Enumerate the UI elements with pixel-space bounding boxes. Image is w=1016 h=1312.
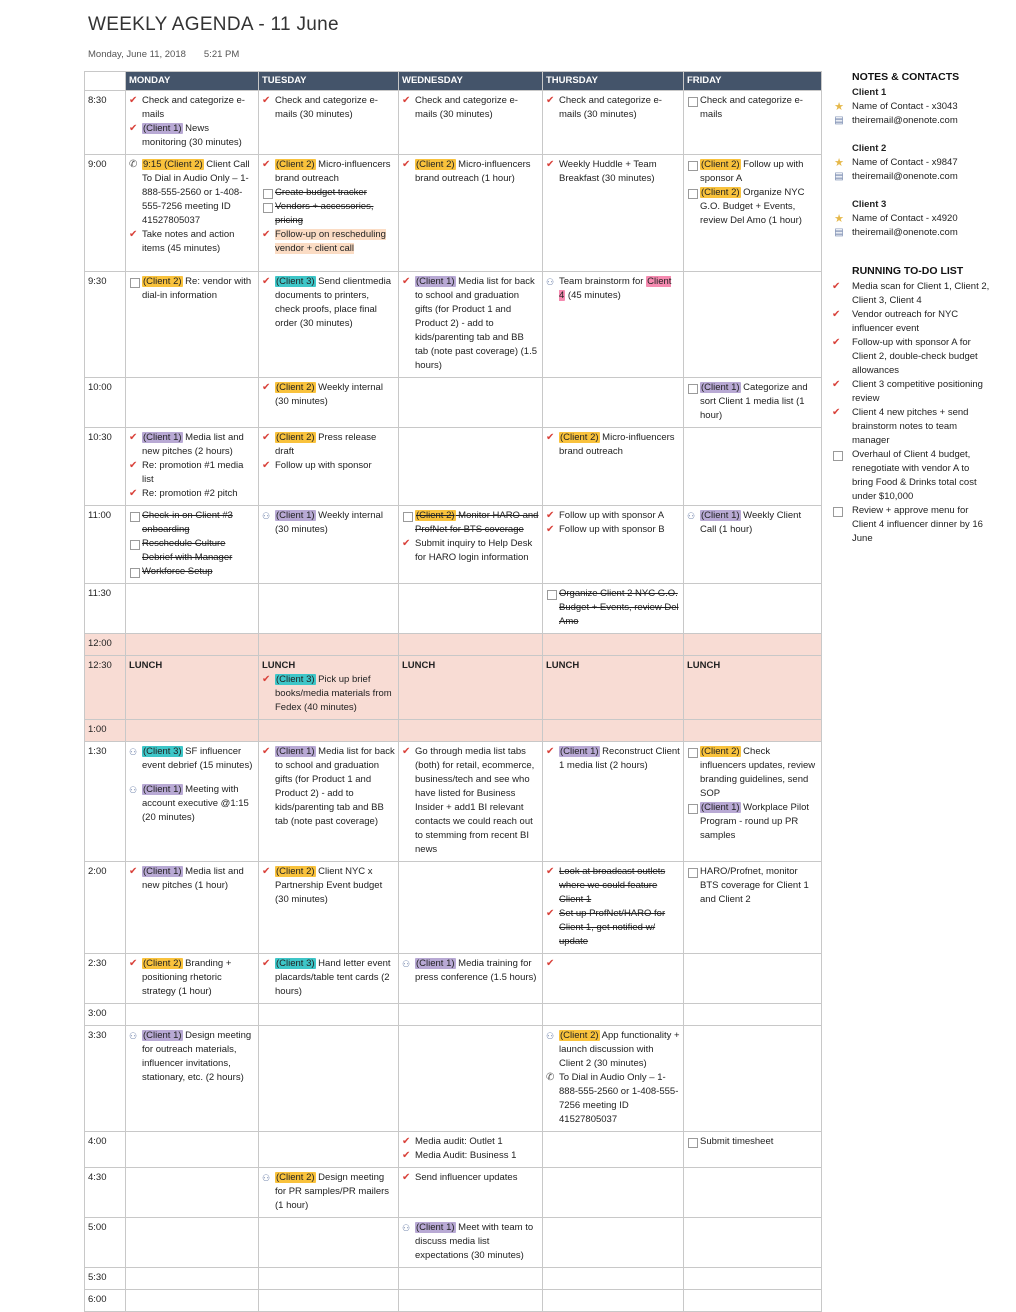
- row-1200: [85, 634, 822, 656]
- day-header-thursday: THURSDAY: [543, 72, 684, 91]
- checkmark-icon[interactable]: ✔: [129, 229, 138, 240]
- client-4-tag: Client 4: [559, 276, 672, 301]
- client-2-tag: (Client 2): [276, 432, 315, 443]
- time-label: 12:00: [85, 634, 126, 656]
- cell-tue-0930[interactable]: ✔ (Client 3) Send clientmedia documents to printers, check proofs, place final order (30 minutes): [259, 272, 399, 378]
- checkmark-icon[interactable]: ✔: [129, 866, 138, 877]
- cell-thu-0530[interactable]: [543, 1268, 684, 1290]
- cell-fri-0100[interactable]: [684, 720, 822, 742]
- cell-wed-0530[interactable]: [399, 1268, 543, 1290]
- time-label: 5:00: [85, 1218, 126, 1268]
- meeting-icon: ⚇: [402, 959, 411, 969]
- cell-fri-1230[interactable]: [684, 656, 822, 720]
- client-2-tag: (Client 2): [276, 866, 315, 877]
- meeting-icon: ⚇: [129, 785, 138, 795]
- cell-fri-0400[interactable]: Submit timesheet: [684, 1132, 822, 1168]
- client-1-tag: (Client 1): [143, 866, 182, 877]
- notes-contacts-title: NOTES & CONTACTS: [852, 71, 960, 83]
- lunch-label: LUNCH: [129, 660, 163, 671]
- lunch-label: LUNCH: [546, 660, 580, 671]
- checkbox-icon[interactable]: [687, 158, 698, 172]
- client-2-tag: (Client 2): [143, 276, 182, 287]
- checkmark-icon[interactable]: ✔: [832, 281, 841, 292]
- cell-wed-0130[interactable]: ✔ Go through media list tabs (both) for retail, ecommerce, business/tech and see who have listed for Business Insider + add1 BI relevant contacts we could reach out to stemming from recent BI news: [399, 742, 543, 862]
- meeting-icon: ⚇: [129, 747, 138, 757]
- cell-mon-1100[interactable]: Check-in on Client #3 onboarding Reschedule Culture Debrief with Manager Workforce Setup: [126, 506, 259, 584]
- lunch-label: LUNCH: [687, 660, 721, 671]
- cell-wed-0400[interactable]: ✔ Media audit: Outlet 1 ✔ Media Audit: Business 1: [399, 1132, 543, 1168]
- cell-mon-0530[interactable]: [126, 1268, 259, 1290]
- cell-wed-0500[interactable]: ⚇ (Client 1) Meet with team to discuss media list expectations (30 minutes): [399, 1218, 543, 1268]
- checkmark-icon[interactable]: ✔: [129, 460, 138, 471]
- contact-email[interactable]: theiremail@onenote.com: [852, 115, 958, 126]
- cell-mon-0500[interactable]: [126, 1218, 259, 1268]
- checkmark-icon[interactable]: ✔: [546, 510, 555, 521]
- checkbox-icon[interactable]: [687, 865, 698, 879]
- time-label: 3:30: [85, 1026, 126, 1132]
- todo-item[interactable]: ✔ Client 3 competitive positioning review: [832, 379, 983, 404]
- contact-name: Name of Contact - x4920: [852, 213, 958, 224]
- checkbox-icon[interactable]: [129, 565, 140, 579]
- client-1-tag: (Client 1): [701, 510, 740, 521]
- row-0230: [85, 954, 822, 1004]
- checkmark-icon[interactable]: ✔: [832, 379, 841, 390]
- checkbox-icon[interactable]: [832, 448, 843, 462]
- cell-thu-0200[interactable]: ✔ Look at broadcast outlets where we could feature Client 1 ✔ Set up ProfNet/HARO for Client 1, get notified w/ update: [543, 862, 684, 954]
- row-0600: [85, 1290, 822, 1312]
- cell-thu-0430[interactable]: [543, 1168, 684, 1218]
- checkbox-icon[interactable]: [262, 200, 273, 214]
- checkmark-icon[interactable]: ✔: [262, 958, 271, 969]
- checkmark-icon[interactable]: ✔: [262, 382, 271, 393]
- checkbox-icon[interactable]: [687, 745, 698, 759]
- checkmark-icon[interactable]: ✔: [129, 958, 138, 969]
- cell-wed-1130[interactable]: [399, 584, 543, 634]
- time-label: 12:30: [85, 656, 126, 720]
- row-1100: [85, 506, 822, 584]
- client-1-tag: (Client 1): [701, 382, 740, 393]
- star-icon: ★: [834, 213, 844, 225]
- row-0430: [85, 1168, 822, 1218]
- cell-fri-0300[interactable]: [684, 1004, 822, 1026]
- cell-thu-0930[interactable]: ⚇ Team brainstorm for Client 4 (45 minutes): [543, 272, 684, 378]
- time-label: 10:00: [85, 378, 126, 428]
- contact-email[interactable]: theiremail@onenote.com: [852, 227, 958, 238]
- cell-wed-0330[interactable]: [399, 1026, 543, 1132]
- header-row: [85, 72, 822, 91]
- cell-wed-0830[interactable]: ✔ Check and categorize e-mails (30 minutes): [399, 91, 543, 155]
- row-0400: [85, 1132, 822, 1168]
- notes-sidebar: [832, 70, 992, 546]
- checkbox-icon[interactable]: [129, 275, 140, 289]
- checkmark-icon[interactable]: ✔: [546, 958, 555, 969]
- client-2-tag: (Client 2): [560, 432, 599, 443]
- cell-mon-0130[interactable]: ⚇ (Client 3) SF influencer event debrief (15 minutes) ⚇ (Client 1) Meeting with account executive @1:15 (20 minutes): [126, 742, 259, 862]
- cell-fri-0130[interactable]: (Client 2) Check influencers updates, review branding guidelines, send SOP (Client 1) Workplace Pilot Program - round up PR samples: [684, 742, 822, 862]
- cell-thu-1000[interactable]: [543, 378, 684, 428]
- checkmark-icon[interactable]: ✔: [546, 746, 555, 757]
- cell-tue-1000[interactable]: ✔ (Client 2) Weekly internal (30 minutes): [259, 378, 399, 428]
- cell-tue-0430[interactable]: ⚇ (Client 2) Design meeting for PR samples/PR mailers (1 hour): [259, 1168, 399, 1218]
- cell-wed-0200[interactable]: [399, 862, 543, 954]
- cell-fri-0200[interactable]: HARO/Profnet, monitor BTS coverage for Client 1 and Client 2: [684, 862, 822, 954]
- cell-tue-1130[interactable]: [259, 584, 399, 634]
- contact-name: Name of Contact - x9847: [852, 157, 958, 168]
- cell-tue-0830[interactable]: ✔ Check and categorize e-mails (30 minutes): [259, 91, 399, 155]
- time-label: 10:30: [85, 428, 126, 506]
- checkmark-icon[interactable]: ✔: [402, 1150, 411, 1161]
- cell-thu-0300[interactable]: [543, 1004, 684, 1026]
- cell-fri-0500[interactable]: [684, 1218, 822, 1268]
- checkmark-icon[interactable]: ✔: [402, 746, 411, 757]
- lunch-label: LUNCH: [262, 660, 296, 671]
- cell-fri-1030[interactable]: [684, 428, 822, 506]
- checkbox-icon[interactable]: [129, 509, 140, 523]
- cell-wed-0230[interactable]: ⚇ (Client 1) Media training for press conference (1.5 hours): [399, 954, 543, 1004]
- checkmark-icon[interactable]: ✔: [262, 674, 271, 685]
- cell-tue-0200[interactable]: ✔ (Client 2) Client NYC x Partnership Event budget (30 minutes): [259, 862, 399, 954]
- client-2-tag: (Client 2): [416, 510, 455, 521]
- cell-mon-0600[interactable]: [126, 1290, 259, 1312]
- time-label: 9:30: [85, 272, 126, 378]
- day-header-wednesday: WEDNESDAY: [399, 72, 543, 91]
- checkmark-icon[interactable]: ✔: [262, 866, 271, 877]
- cell-wed-0600[interactable]: [399, 1290, 543, 1312]
- time-label: 3:00: [85, 1004, 126, 1026]
- client-2-tag: (Client 2): [701, 746, 740, 757]
- checkmark-icon[interactable]: ✔: [832, 337, 841, 348]
- cell-thu-0900[interactable]: ✔ Weekly Huddle + Team Breakfast (30 minutes): [543, 155, 684, 272]
- cell-fri-0600[interactable]: [684, 1290, 822, 1312]
- cell-thu-0100[interactable]: [543, 720, 684, 742]
- cell-thu-0230[interactable]: [543, 954, 684, 1004]
- checkbox-icon[interactable]: [262, 186, 273, 200]
- client-2-tag: (Client 2): [143, 958, 182, 969]
- client-1-tag: (Client 1): [276, 510, 315, 521]
- meeting-icon: ⚇: [687, 511, 696, 521]
- client-2-tag: (Client 2): [276, 382, 315, 393]
- checkmark-icon[interactable]: ✔: [402, 276, 411, 287]
- checkmark-icon[interactable]: ✔: [129, 432, 138, 443]
- cell-wed-1030[interactable]: [399, 428, 543, 506]
- day-header-tuesday: TUESDAY: [259, 72, 399, 91]
- cell-mon-0100[interactable]: [126, 720, 259, 742]
- cell-wed-1230[interactable]: [399, 656, 543, 720]
- client-1-tag: (Client 1): [143, 432, 182, 443]
- cell-tue-1030[interactable]: ✔ (Client 2) Press release draft ✔ Follow up with sponsor: [259, 428, 399, 506]
- cell-tue-0130[interactable]: ✔ (Client 1) Media list for back to school and graduation gifts (for Product 1 and Product 2) - add to kids/parenting tab and BB tab (note past coverage): [259, 742, 399, 862]
- cell-fri-0830[interactable]: Check and categorize e-mails: [684, 91, 822, 155]
- meeting-icon: ⚇: [402, 1223, 411, 1233]
- time-label: 8:30: [85, 91, 126, 155]
- checkmark-icon[interactable]: ✔: [129, 123, 138, 134]
- checkmark-icon[interactable]: ✔: [402, 95, 411, 106]
- cell-wed-1000[interactable]: [399, 378, 543, 428]
- cell-wed-0930[interactable]: ✔ (Client 1) Media list for back to school and graduation gifts (for Product 1 and Product 2) - add to kids/parenting tab and BB tab (note past coverage) (1.5 hours): [399, 272, 543, 378]
- time-label: 6:00: [85, 1290, 126, 1312]
- client-1-tag: (Client 1): [416, 1222, 455, 1233]
- cell-fri-1130[interactable]: [684, 584, 822, 634]
- client-contact-block: [832, 142, 992, 184]
- time-label: 1:00: [85, 720, 126, 742]
- checkmark-icon[interactable]: ✔: [832, 309, 841, 320]
- time-label: 1:30: [85, 742, 126, 862]
- row-0500: [85, 1218, 822, 1268]
- row-0330: [85, 1026, 822, 1132]
- todo-list-title: RUNNING TO-DO LIST: [852, 265, 964, 277]
- todo-item[interactable]: ✔ Vendor outreach for NYC influencer event: [832, 309, 959, 334]
- meeting-icon: ⚇: [546, 277, 555, 287]
- row-0100: [85, 720, 822, 742]
- checkmark-icon[interactable]: ✔: [546, 524, 555, 535]
- checkmark-icon[interactable]: ✔: [546, 866, 555, 877]
- todo-item[interactable]: ✔ Follow-up with sponsor A for Client 2, double-check budget allowances: [832, 337, 978, 376]
- meeting-icon: ⚇: [262, 511, 271, 521]
- star-icon: ★: [834, 157, 844, 169]
- client-contact-block: [832, 86, 992, 128]
- contact-card-icon: ▤: [834, 227, 844, 238]
- checkbox-icon[interactable]: [402, 509, 413, 523]
- row-0300: [85, 1004, 822, 1026]
- cell-fri-0230[interactable]: [684, 954, 822, 1004]
- checkbox-icon[interactable]: [687, 186, 698, 200]
- time-label: 5:30: [85, 1268, 126, 1290]
- checkbox-icon[interactable]: [687, 381, 698, 395]
- cell-fri-1000[interactable]: (Client 1) Categorize and sort Client 1 media list (1 hour): [684, 378, 822, 428]
- client-2-tag: (Client 2): [276, 1172, 315, 1183]
- todo-item[interactable]: ✔ Media scan for Client 1, Client 2, Client 3, Client 4: [832, 281, 990, 306]
- cell-tue-0300[interactable]: [259, 1004, 399, 1026]
- time-label: 2:30: [85, 954, 126, 1004]
- cell-mon-0930[interactable]: (Client 2) Re: vendor with dial-in information: [126, 272, 259, 378]
- client-2-tag: 9:15 (Client 2): [143, 159, 203, 170]
- time-label: 11:00: [85, 506, 126, 584]
- cell-tue-0900[interactable]: ✔ (Client 2) Micro-influencers brand outreach Create budget tracker Vendors + accessories, pricing ✔ Follow-up on rescheduling vendor + client call: [259, 155, 399, 272]
- todo-item[interactable]: Review + approve menu for Client 4 influencer dinner by 16 June: [832, 504, 992, 546]
- checkmark-icon[interactable]: ✔: [262, 276, 271, 287]
- time-label: 2:00: [85, 862, 126, 954]
- row-1000: [85, 378, 822, 428]
- row-0900: [85, 155, 822, 272]
- cell-wed-1100[interactable]: (Client 2) Monitor HARO and ProfNet for BTS coverage ✔ Submit inquiry to Help Desk for HARO login information: [399, 506, 543, 584]
- client-name: Client 2: [852, 143, 887, 154]
- client-2-tag: (Client 2): [701, 159, 740, 170]
- checkmark-icon[interactable]: ✔: [402, 159, 411, 170]
- cell-thu-0130[interactable]: ✔ (Client 1) Reconstruct Client 1 media list (2 hours): [543, 742, 684, 862]
- cell-fri-0430[interactable]: [684, 1168, 822, 1218]
- cell-wed-0900[interactable]: ✔ (Client 2) Micro-influencers brand outreach (1 hour): [399, 155, 543, 272]
- cell-tue-0530[interactable]: [259, 1268, 399, 1290]
- checkmark-icon[interactable]: ✔: [262, 460, 271, 471]
- meeting-icon: ⚇: [129, 1031, 138, 1041]
- contact-card-icon: ▤: [834, 171, 844, 182]
- cell-thu-0500[interactable]: [543, 1218, 684, 1268]
- cell-mon-0430[interactable]: [126, 1168, 259, 1218]
- row-0830: [85, 91, 822, 155]
- day-header-monday: MONDAY: [126, 72, 259, 91]
- cell-wed-0100[interactable]: [399, 720, 543, 742]
- checkmark-icon[interactable]: ✔: [402, 1172, 411, 1183]
- client-1-tag: (Client 1): [416, 958, 455, 969]
- client-1-tag: (Client 1): [560, 746, 599, 757]
- checkbox-icon[interactable]: [832, 504, 843, 518]
- checkmark-icon[interactable]: ✔: [262, 95, 271, 106]
- row-1230: [85, 656, 822, 720]
- cell-thu-0600[interactable]: [543, 1290, 684, 1312]
- checkmark-icon[interactable]: ✔: [546, 908, 555, 919]
- checkmark-icon[interactable]: ✔: [546, 432, 555, 443]
- client-1-tag: (Client 1): [143, 123, 182, 134]
- cell-mon-0330[interactable]: ⚇ (Client 1) Design meeting for outreach materials, influencer invitations, stationary, etc. (2 hours): [126, 1026, 259, 1132]
- client-3-tag: (Client 3): [143, 746, 182, 757]
- cell-tue-0600[interactable]: [259, 1290, 399, 1312]
- cell-thu-1200[interactable]: [543, 634, 684, 656]
- cell-mon-1200[interactable]: [126, 634, 259, 656]
- cell-thu-0400[interactable]: [543, 1132, 684, 1168]
- page-date: Monday, June 11, 2018 5:21 PM: [88, 49, 240, 60]
- time-label: 9:00: [85, 155, 126, 272]
- cell-fri-0930[interactable]: [684, 272, 822, 378]
- client-3-tag: (Client 3): [276, 674, 315, 685]
- meeting-icon: ⚇: [546, 1031, 555, 1041]
- checkmark-icon[interactable]: ✔: [546, 95, 555, 106]
- todo-item[interactable]: Overhaul of Client 4 budget, renegotiate with vendor A to bring Food & Drinks total cost under $10,000: [832, 448, 992, 504]
- cell-tue-0400[interactable]: [259, 1132, 399, 1168]
- phone-icon: ✆: [129, 159, 138, 170]
- checkmark-icon[interactable]: ✔: [262, 229, 271, 240]
- lunch-label: LUNCH: [402, 660, 436, 671]
- checkmark-icon[interactable]: ✔: [402, 538, 411, 549]
- cell-mon-0400[interactable]: [126, 1132, 259, 1168]
- client-2-tag: (Client 2): [701, 187, 740, 198]
- cell-tue-0500[interactable]: [259, 1218, 399, 1268]
- client-1-tag: (Client 1): [143, 1030, 182, 1041]
- cell-mon-1230[interactable]: [126, 656, 259, 720]
- cell-wed-0430[interactable]: ✔ Send influencer updates: [399, 1168, 543, 1218]
- contact-name: Name of Contact - x3043: [852, 101, 958, 112]
- cell-mon-0300[interactable]: [126, 1004, 259, 1026]
- checkmark-icon[interactable]: ✔: [402, 1136, 411, 1147]
- row-0200: [85, 862, 822, 954]
- cell-mon-1030[interactable]: ✔ (Client 1) Media list and new pitches (2 hours) ✔ Re: promotion #1 media list ✔ Re: promotion #2 pitch: [126, 428, 259, 506]
- client-name: Client 3: [852, 199, 887, 210]
- checkmark-icon[interactable]: ✔: [262, 432, 271, 443]
- cell-mon-1000[interactable]: [126, 378, 259, 428]
- cell-mon-0830[interactable]: ✔ Check and categorize e-mails ✔ (Client 1) News monitoring (30 minutes): [126, 91, 259, 155]
- time-label: 4:00: [85, 1132, 126, 1168]
- checkmark-icon[interactable]: ✔: [546, 159, 555, 170]
- client-3-tag: (Client 3): [276, 958, 315, 969]
- star-icon: ★: [834, 101, 844, 113]
- client-3-tag: (Client 3): [276, 276, 315, 287]
- cell-fri-0330[interactable]: [684, 1026, 822, 1132]
- page-time: 5:21 PM: [203, 49, 240, 60]
- cell-tue-0230[interactable]: ✔ (Client 3) Hand letter event placards/table tent cards (2 hours): [259, 954, 399, 1004]
- corner-cell: [85, 72, 126, 91]
- client-1-tag: (Client 1): [143, 784, 182, 795]
- cell-fri-0900[interactable]: (Client 2) Follow up with sponsor A (Client 2) Organize NYC G.O. Budget + Events, review Del Amo (1 hour): [684, 155, 822, 272]
- meeting-icon: ⚇: [262, 1173, 271, 1183]
- checkbox-icon[interactable]: [687, 1135, 698, 1149]
- client-1-tag: (Client 1): [701, 802, 740, 813]
- cell-mon-0200[interactable]: ✔ (Client 1) Media list and new pitches (1 hour): [126, 862, 259, 954]
- cell-thu-1030[interactable]: ✔ (Client 2) Micro-influencers brand outreach: [543, 428, 684, 506]
- cell-wed-1200[interactable]: [399, 634, 543, 656]
- row-0130: [85, 742, 822, 862]
- phone-icon: ✆: [546, 1072, 555, 1083]
- cell-mon-0900[interactable]: ✆ 9:15 (Client 2) Client Call To Dial in Audio Only – 1-888-555-2560 or 1-408-555-7256 meeting ID 41527805037 ✔ Take notes and action items (45 minutes): [126, 155, 259, 272]
- checkmark-icon[interactable]: ✔: [832, 407, 841, 418]
- checkbox-icon[interactable]: [129, 537, 140, 551]
- cell-mon-1130[interactable]: [126, 584, 259, 634]
- cell-tue-1100[interactable]: ⚇ (Client 1) Weekly internal (30 minutes): [259, 506, 399, 584]
- checkmark-icon[interactable]: ✔: [129, 488, 138, 499]
- client-1-tag: (Client 1): [276, 746, 315, 757]
- client-2-tag: (Client 2): [416, 159, 455, 170]
- cell-wed-0300[interactable]: [399, 1004, 543, 1026]
- checkmark-icon[interactable]: ✔: [262, 746, 271, 757]
- client-contact-block: [832, 198, 992, 240]
- checkmark-icon[interactable]: ✔: [129, 95, 138, 106]
- cell-thu-1230[interactable]: [543, 656, 684, 720]
- client-1-tag: (Client 1): [416, 276, 455, 287]
- cell-thu-1100[interactable]: ✔ Follow up with sponsor A ✔ Follow up with sponsor B: [543, 506, 684, 584]
- todo-item[interactable]: ✔ Client 4 new pitches + send brainstorm notes to team manager: [832, 407, 969, 446]
- cell-mon-0230[interactable]: ✔ (Client 2) Branding + positioning rhetoric strategy (1 hour): [126, 954, 259, 1004]
- checkmark-icon[interactable]: ✔: [262, 159, 271, 170]
- cell-fri-1200[interactable]: [684, 634, 822, 656]
- cell-tue-0330[interactable]: [259, 1026, 399, 1132]
- checkbox-icon[interactable]: [687, 94, 698, 108]
- weekly-agenda-table: [84, 71, 822, 1312]
- client-2-tag: (Client 2): [276, 159, 315, 170]
- row-1130: [85, 584, 822, 634]
- cell-thu-1130[interactable]: Organize Client 2 NYC G.O. Budget + Events, review Del Amo: [543, 584, 684, 634]
- client-2-tag: (Client 2): [560, 1030, 599, 1041]
- row-1030: [85, 428, 822, 506]
- checkbox-icon[interactable]: [687, 801, 698, 815]
- day-header-friday: FRIDAY: [684, 72, 822, 91]
- contact-email[interactable]: theiremail@onenote.com: [852, 171, 958, 182]
- cell-tue-1200[interactable]: [259, 634, 399, 656]
- cell-tue-0100[interactable]: [259, 720, 399, 742]
- cell-thu-0830[interactable]: ✔ Check and categorize e-mails (30 minutes): [543, 91, 684, 155]
- cell-fri-0530[interactable]: [684, 1268, 822, 1290]
- cell-fri-1100[interactable]: ⚇ (Client 1) Weekly Client Call (1 hour): [684, 506, 822, 584]
- cell-thu-0330[interactable]: ⚇ (Client 2) App functionality + launch discussion with Client 2 (30 minutes) ✆ To Dial in Audio Only – 1-888-555-2560 or 1-408-555-7256 meeting ID 41527805037: [543, 1026, 684, 1132]
- row-0530: [85, 1268, 822, 1290]
- cell-tue-1230[interactable]: LUNCH ✔ (Client 3) Pick up brief books/media materials from Fedex (40 minutes): [259, 656, 399, 720]
- client-name: Client 1: [852, 87, 887, 98]
- checkbox-icon[interactable]: [546, 587, 557, 601]
- row-0930: [85, 272, 822, 378]
- contact-card-icon: ▤: [834, 115, 844, 126]
- time-label: 11:30: [85, 584, 126, 634]
- page-title: WEEKLY AGENDA - 11 June: [88, 14, 339, 35]
- time-label: 4:30: [85, 1168, 126, 1218]
